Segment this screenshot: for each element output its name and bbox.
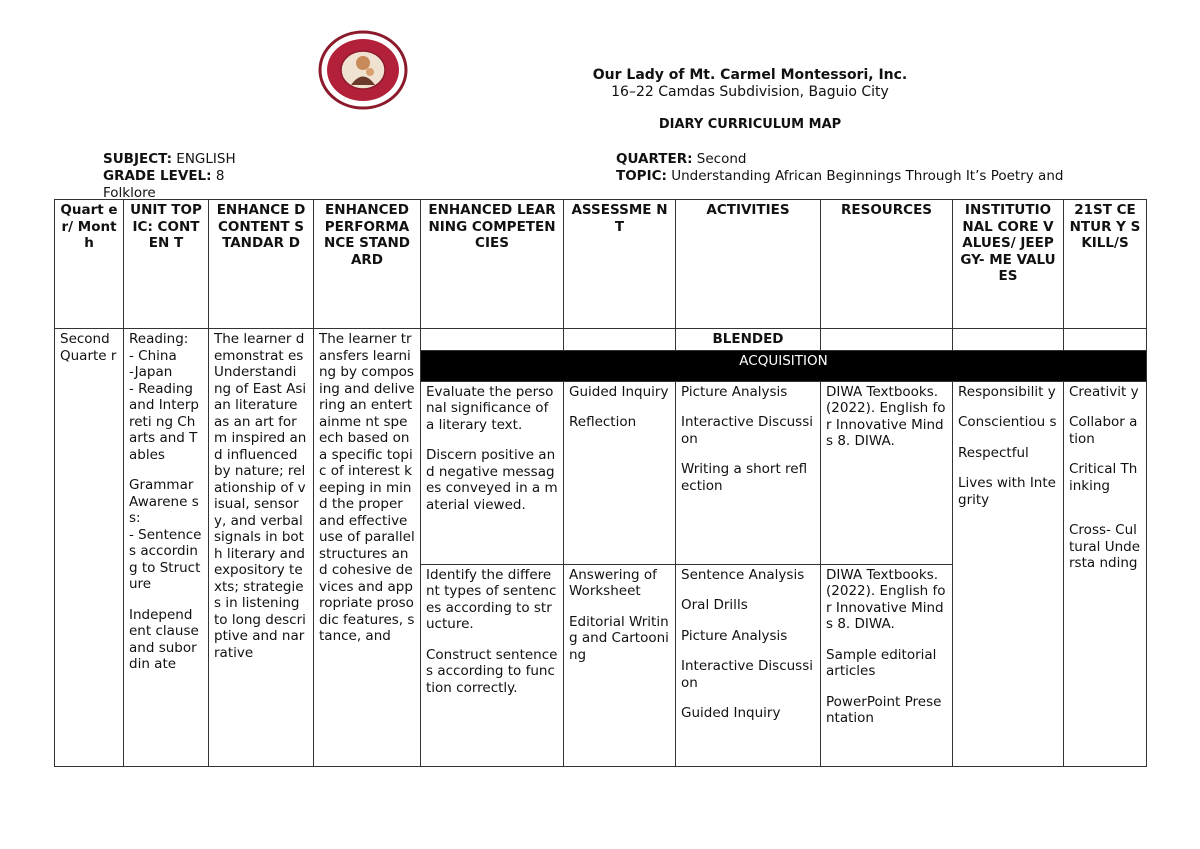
col-header-resources: RESOURCES	[821, 200, 953, 329]
activities-cell: Sentence Analysis Oral Drills Picture Analysis Interactive Discussion Guided Inquiry	[676, 564, 821, 766]
col-header-unit-topic: UNIT TOPIC: CONTEN T	[124, 200, 209, 329]
assessment-cell: Answering of Worksheet Editorial Writing and Cartooning	[564, 564, 676, 766]
col-header-assessment: ASSESSME NT	[564, 200, 676, 329]
col-header-competencies: ENHANCED LEARNING COMPETENCIES	[421, 200, 564, 329]
curriculum-table	[54, 199, 1147, 767]
meta-right	[616, 151, 1063, 185]
school-address: 16–22 Camdas Subdivision, Baguio City	[611, 84, 889, 100]
assessment-cell: Guided Inquiry Reflection	[564, 381, 676, 564]
col-header-content-standard: ENHANCE D CONTENT STANDAR D	[209, 200, 314, 329]
unit-topic-cell: Reading: - China -Japan - Reading and Interpreti ng Charts and Tables Grammar Awarene ss: - Sentence s accordin g to Structure Independ ent clause and subordin ate	[124, 329, 209, 767]
col-header-core-values: INSTITUTIO NAL CORE VALUES/ JEEPGY- ME VALUES	[953, 200, 1064, 329]
topic-label: TOPIC:	[616, 168, 667, 184]
resources-cell: DIWA Textbooks. (2022). English for Innovative Minds 8. DIWA. Sample editorial articles PowerPoint Presentation	[821, 564, 953, 766]
col-header-quarter: Quart er/ Month	[55, 200, 124, 329]
competencies-cell: Identify the different types of sentences according to structure. Construct sentences according to function correctly.	[421, 564, 564, 766]
grade-label: GRADE LEVEL:	[103, 168, 212, 184]
col-header-21st-skills: 21ST CENTUR Y SKILL/S	[1064, 200, 1147, 329]
grade-value: 8	[215, 168, 225, 184]
quarter-value: Second	[696, 151, 747, 167]
quarter-label: QUARTER:	[616, 151, 693, 167]
subject-value: ENGLISH	[176, 151, 236, 167]
school-name: Our Lady of Mt. Carmel Montessori, Inc.	[592, 67, 908, 83]
core-values-cell: Responsibilit y Conscientiou s Respectful Lives with Integrity	[953, 381, 1064, 766]
content-standard-cell: The learner demonstrat es Understandi ng of East Asian literature as an art form inspired and influenced by nature; relationship of visual, sensory, and verbal signals in both literary and expository texts; strategies in listening to long descriptive and narrative	[209, 329, 314, 767]
subject-label: SUBJECT:	[103, 151, 172, 167]
table-header-row	[55, 200, 1147, 329]
quarter-cell: Second Quarte r	[55, 329, 124, 767]
table-row	[55, 329, 1147, 351]
col-header-activities: ACTIVITIES	[676, 200, 821, 329]
document-title: DIARY CURRICULUM MAP	[658, 117, 842, 132]
resources-cell: DIWA Textbooks. (2022). English for Innovative Minds 8. DIWA.	[821, 381, 953, 564]
topic-overflow: Folklore	[103, 185, 156, 201]
col-header-performance-standard: ENHANCED PERFORMA NCE STANDARD	[314, 200, 421, 329]
topic-value: Understanding African Beginnings Through It’s Poetry and	[671, 168, 1064, 184]
meta-left	[103, 151, 236, 202]
blended-label: BLENDED	[676, 329, 821, 351]
performance-standard-cell: The learner transfers learning by composing and delivering an entertainme nt speech based on a specific topic of interest keeping in mind the proper and effective use of parallel structures and cohesive devices and appropriate prosodic features, stance, and	[314, 329, 421, 767]
skills-cell: Creativit y Collabor ation Critical Thinking Cross- Cultural Understa nding	[1064, 381, 1147, 766]
acquisition-banner: ACQUISITION	[421, 350, 1147, 381]
competencies-cell: Evaluate the personal significance of a literary text. Discern positive and negative messages conveyed in a material viewed.	[421, 381, 564, 564]
activities-cell: Picture Analysis Interactive Discussion Writing a short reflection	[676, 381, 821, 564]
